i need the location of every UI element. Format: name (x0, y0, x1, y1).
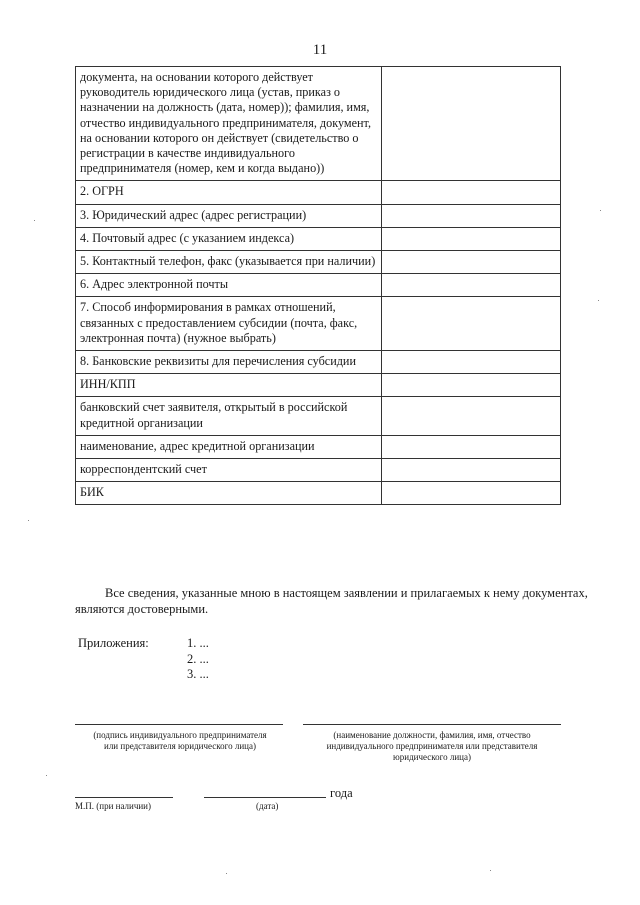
row-value-field[interactable] (382, 482, 561, 505)
row-value-field[interactable] (382, 274, 561, 297)
row-value-field[interactable] (382, 227, 561, 250)
attachments-list (187, 636, 209, 683)
table-row (76, 435, 561, 458)
table-row (76, 251, 561, 274)
table-row (76, 227, 561, 250)
row-label: БИК (76, 482, 382, 505)
table-row (76, 397, 561, 435)
date-line[interactable] (204, 797, 326, 798)
scan-speck (46, 775, 47, 776)
row-label: 6. Адрес электронной почты (76, 274, 382, 297)
name-position-line[interactable] (303, 724, 561, 725)
row-value-field[interactable] (382, 459, 561, 482)
row-value-field[interactable] (382, 297, 561, 351)
row-label: корреспондентский счет (76, 459, 382, 482)
scan-speck (28, 520, 29, 521)
accuracy-statement: Все сведения, указанные мною в настоящем заявлении и прилагаемых к нему документах, являются достоверными. (75, 586, 588, 616)
scan-speck (598, 300, 599, 301)
table-row (76, 459, 561, 482)
row-value-field[interactable] (382, 67, 561, 181)
applicant-details-table (75, 66, 561, 505)
year-label: года (330, 786, 353, 800)
row-label: ИНН/КПП (76, 374, 382, 397)
date-caption: (дата) (256, 801, 279, 811)
row-value-field[interactable] (382, 351, 561, 374)
stamp-caption: М.П. (при наличии) (75, 801, 151, 811)
row-value-field[interactable] (382, 435, 561, 458)
table-row (76, 297, 561, 351)
table-row (76, 67, 561, 181)
attachments-label: Приложения: (78, 636, 149, 650)
row-label: 5. Контактный телефон, факс (указывается при наличии) (76, 251, 382, 274)
row-label: 2. ОГРН (76, 181, 382, 204)
row-value-field[interactable] (382, 374, 561, 397)
table-row (76, 374, 561, 397)
attachment-item: 2. ... (187, 651, 209, 666)
table-row (76, 204, 561, 227)
scan-speck (226, 873, 227, 874)
signature-line[interactable] (75, 724, 283, 725)
row-value-field[interactable] (382, 181, 561, 204)
scan-speck (600, 210, 601, 211)
row-label: 3. Юридический адрес (адрес регистрации) (76, 204, 382, 227)
row-label: 4. Почтовый адрес (с указанием индекса) (76, 227, 382, 250)
row-label: 7. Способ информирования в рамках отношений, связанных с предоставлением субсидии (почта, факс, электронная почта) (нужное выбрать) (76, 297, 382, 351)
attachment-item: 3. ... (187, 667, 209, 681)
signature-caption: (подпись индивидуального предпринимателя или представителя юридического лица) (93, 730, 267, 751)
table-row (76, 351, 561, 374)
row-label: документа, на основании которого действует руководитель юридического лица (устав, приказ о назначении на должность (дата, номер)); фамилия, имя, отчество индивидуального предпринимателя, документ, на основании которого он действует (свидетельство о регистрации в качестве индивидуального предпринимателя (номер, кем и когда выдано)) (76, 67, 382, 181)
row-label: 8. Банковские реквизиты для перечисления субсидии (76, 351, 382, 374)
row-value-field[interactable] (382, 204, 561, 227)
scan-speck (34, 220, 35, 221)
table-row (76, 482, 561, 505)
attachment-item: 1. ... (187, 636, 209, 650)
row-label: банковский счет заявителя, открытый в российской кредитной организации (76, 397, 382, 435)
row-value-field[interactable] (382, 251, 561, 274)
page-number: 11 (312, 42, 328, 58)
stamp-line[interactable] (75, 797, 173, 798)
row-label: наименование, адрес кредитной организации (76, 435, 382, 458)
table-row (76, 181, 561, 204)
name-position-caption: (наименование должности, фамилия, имя, отчество индивидуального предпринимателя или представителя юридического лица) (326, 730, 538, 762)
row-value-field[interactable] (382, 397, 561, 435)
table-row (76, 274, 561, 297)
scan-speck (490, 870, 491, 871)
